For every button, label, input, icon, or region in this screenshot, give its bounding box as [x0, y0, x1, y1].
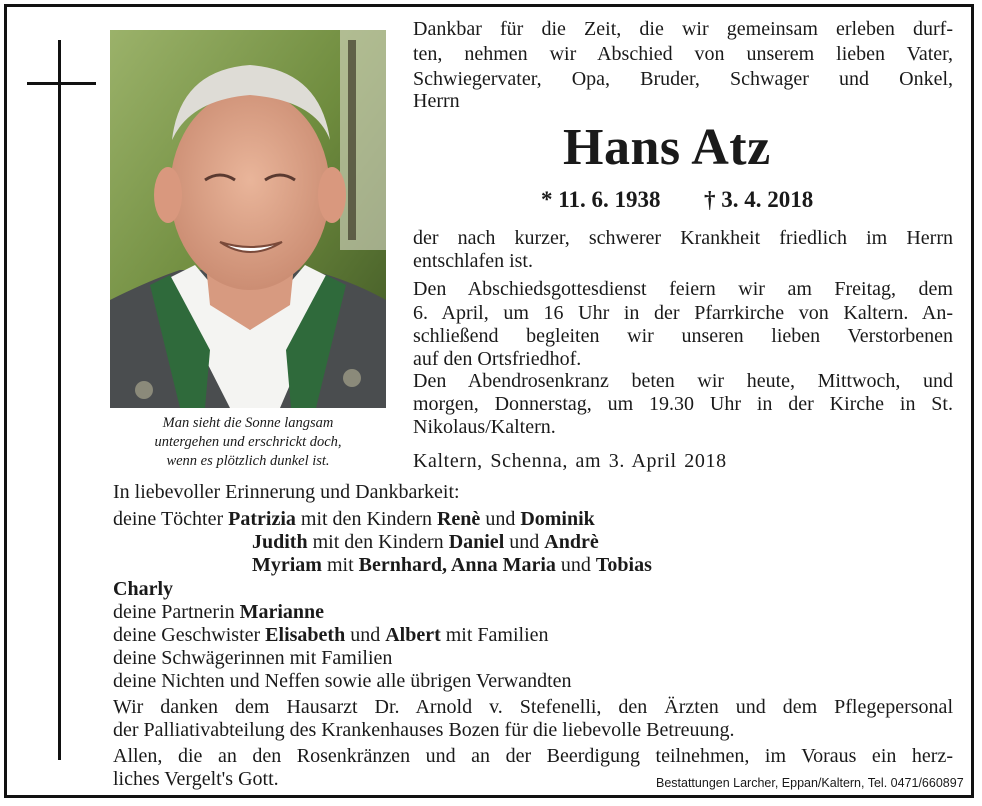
- family-name: Renè: [436, 508, 481, 530]
- passing-line: der nach kurzer, schwerer Krankheit friedlich im Herrn: [413, 227, 953, 249]
- family-text: mit den Kindern: [295, 508, 437, 530]
- thanks-line: liches Vergelt's Gott.: [113, 768, 279, 790]
- family-text: und: [504, 531, 545, 553]
- family-name: Elisabeth: [265, 624, 346, 646]
- family-name: Charly: [113, 578, 173, 600]
- family-judith-line: [252, 531, 599, 553]
- family-daughters-line: [113, 508, 595, 530]
- family-myriam-line: [252, 554, 652, 576]
- funeral-line: Den Abendrosenkranz beten wir heute, Mittwoch, und: [413, 370, 953, 392]
- intro-line: Schwiegervater, Opa, Bruder, Schwager und Onkel,: [413, 68, 953, 90]
- family-name: Daniel: [448, 531, 505, 553]
- family-name: Myriam: [252, 554, 322, 576]
- memory-heading: In liebevoller Erinnerung und Dankbarkeit:: [113, 481, 460, 503]
- family-text: und: [480, 508, 521, 530]
- intro-line: ten, nehmen wir Abschied von unserem lieben Vater,: [413, 43, 953, 65]
- funeral-line: Nikolaus/Kaltern.: [413, 416, 556, 438]
- family-name: Tobias: [595, 554, 652, 576]
- deceased-name: Hans Atz: [563, 119, 771, 176]
- family-text: mit: [321, 554, 359, 576]
- intro-line: Dankbar für die Zeit, die wir gemeinsam erleben durf-: [413, 18, 953, 40]
- family-name: Albert: [385, 624, 441, 646]
- birth-date: * 11. 6. 1938: [541, 187, 661, 212]
- death-date: † 3. 4. 2018: [704, 187, 814, 212]
- family-relatives-line: deine Nichten und Neffen sowie alle übrigen Verwandten: [113, 670, 572, 692]
- funeral-line: auf den Ortsfriedhof.: [413, 348, 582, 370]
- place-date: Kaltern, Schenna, am 3. April 2018: [413, 450, 727, 472]
- funeral-line: Den Abschiedsgottesdienst feiern wir am Freitag, dem: [413, 278, 953, 300]
- family-siblings-line: [113, 624, 549, 646]
- intro-line: Herrn: [413, 90, 460, 112]
- thanks-line: der Palliativabteilung des Krankenhauses Bozen für die liebevolle Betreuung.: [113, 719, 735, 741]
- family-text: mit den Kindern: [307, 531, 449, 553]
- family-name: Patrizia: [228, 508, 296, 530]
- family-name: Dominik: [520, 508, 595, 530]
- quote-caption: [110, 414, 386, 471]
- family-text: deine Partnerin: [113, 601, 240, 623]
- passing-line: entschlafen ist.: [413, 250, 533, 272]
- caption-line: untergehen und erschrickt doch,: [154, 434, 342, 450]
- caption-line: wenn es plötzlich dunkel ist.: [166, 453, 330, 469]
- family-text: mit Familien: [440, 624, 549, 646]
- cross-icon-bar: [27, 82, 96, 85]
- family-partner-line: [113, 601, 324, 623]
- family-name: Bernhard, Anna Maria: [358, 554, 556, 576]
- family-text: und: [345, 624, 386, 646]
- thanks-line: Allen, die an den Rosenkränzen und an der Beerdigung teilnehmen, im Voraus ein herz-: [113, 745, 953, 767]
- cross-icon: [58, 40, 61, 760]
- funeral-home-credit: Bestattungen Larcher, Eppan/Kaltern, Tel. 0471/660897: [656, 776, 964, 790]
- funeral-line: morgen, Donnerstag, um 19.30 Uhr in der Kirche in St.: [413, 393, 953, 415]
- family-name: Judith: [252, 531, 308, 553]
- family-charly-line: [113, 578, 173, 600]
- portrait-photo: [110, 30, 386, 408]
- family-name: Andrè: [544, 531, 599, 553]
- funeral-line: 6. April, um 16 Uhr in der Pfarrkirche von Kaltern. An-: [413, 302, 953, 324]
- thanks-line: Wir danken dem Hausarzt Dr. Arnold v. Stefenelli, den Ärzten und dem Pflegepersonal: [113, 696, 953, 718]
- family-text: deine Töchter: [113, 508, 229, 530]
- family-text: und: [555, 554, 596, 576]
- caption-line: Man sieht die Sonne langsam: [162, 415, 334, 431]
- funeral-line: schließend begleiten wir unseren lieben Verstorbenen: [413, 325, 953, 347]
- family-sisters-in-law-line: deine Schwägerinnen mit Familien: [113, 647, 393, 669]
- family-text: deine Geschwister: [113, 624, 266, 646]
- family-name: Marianne: [239, 601, 325, 623]
